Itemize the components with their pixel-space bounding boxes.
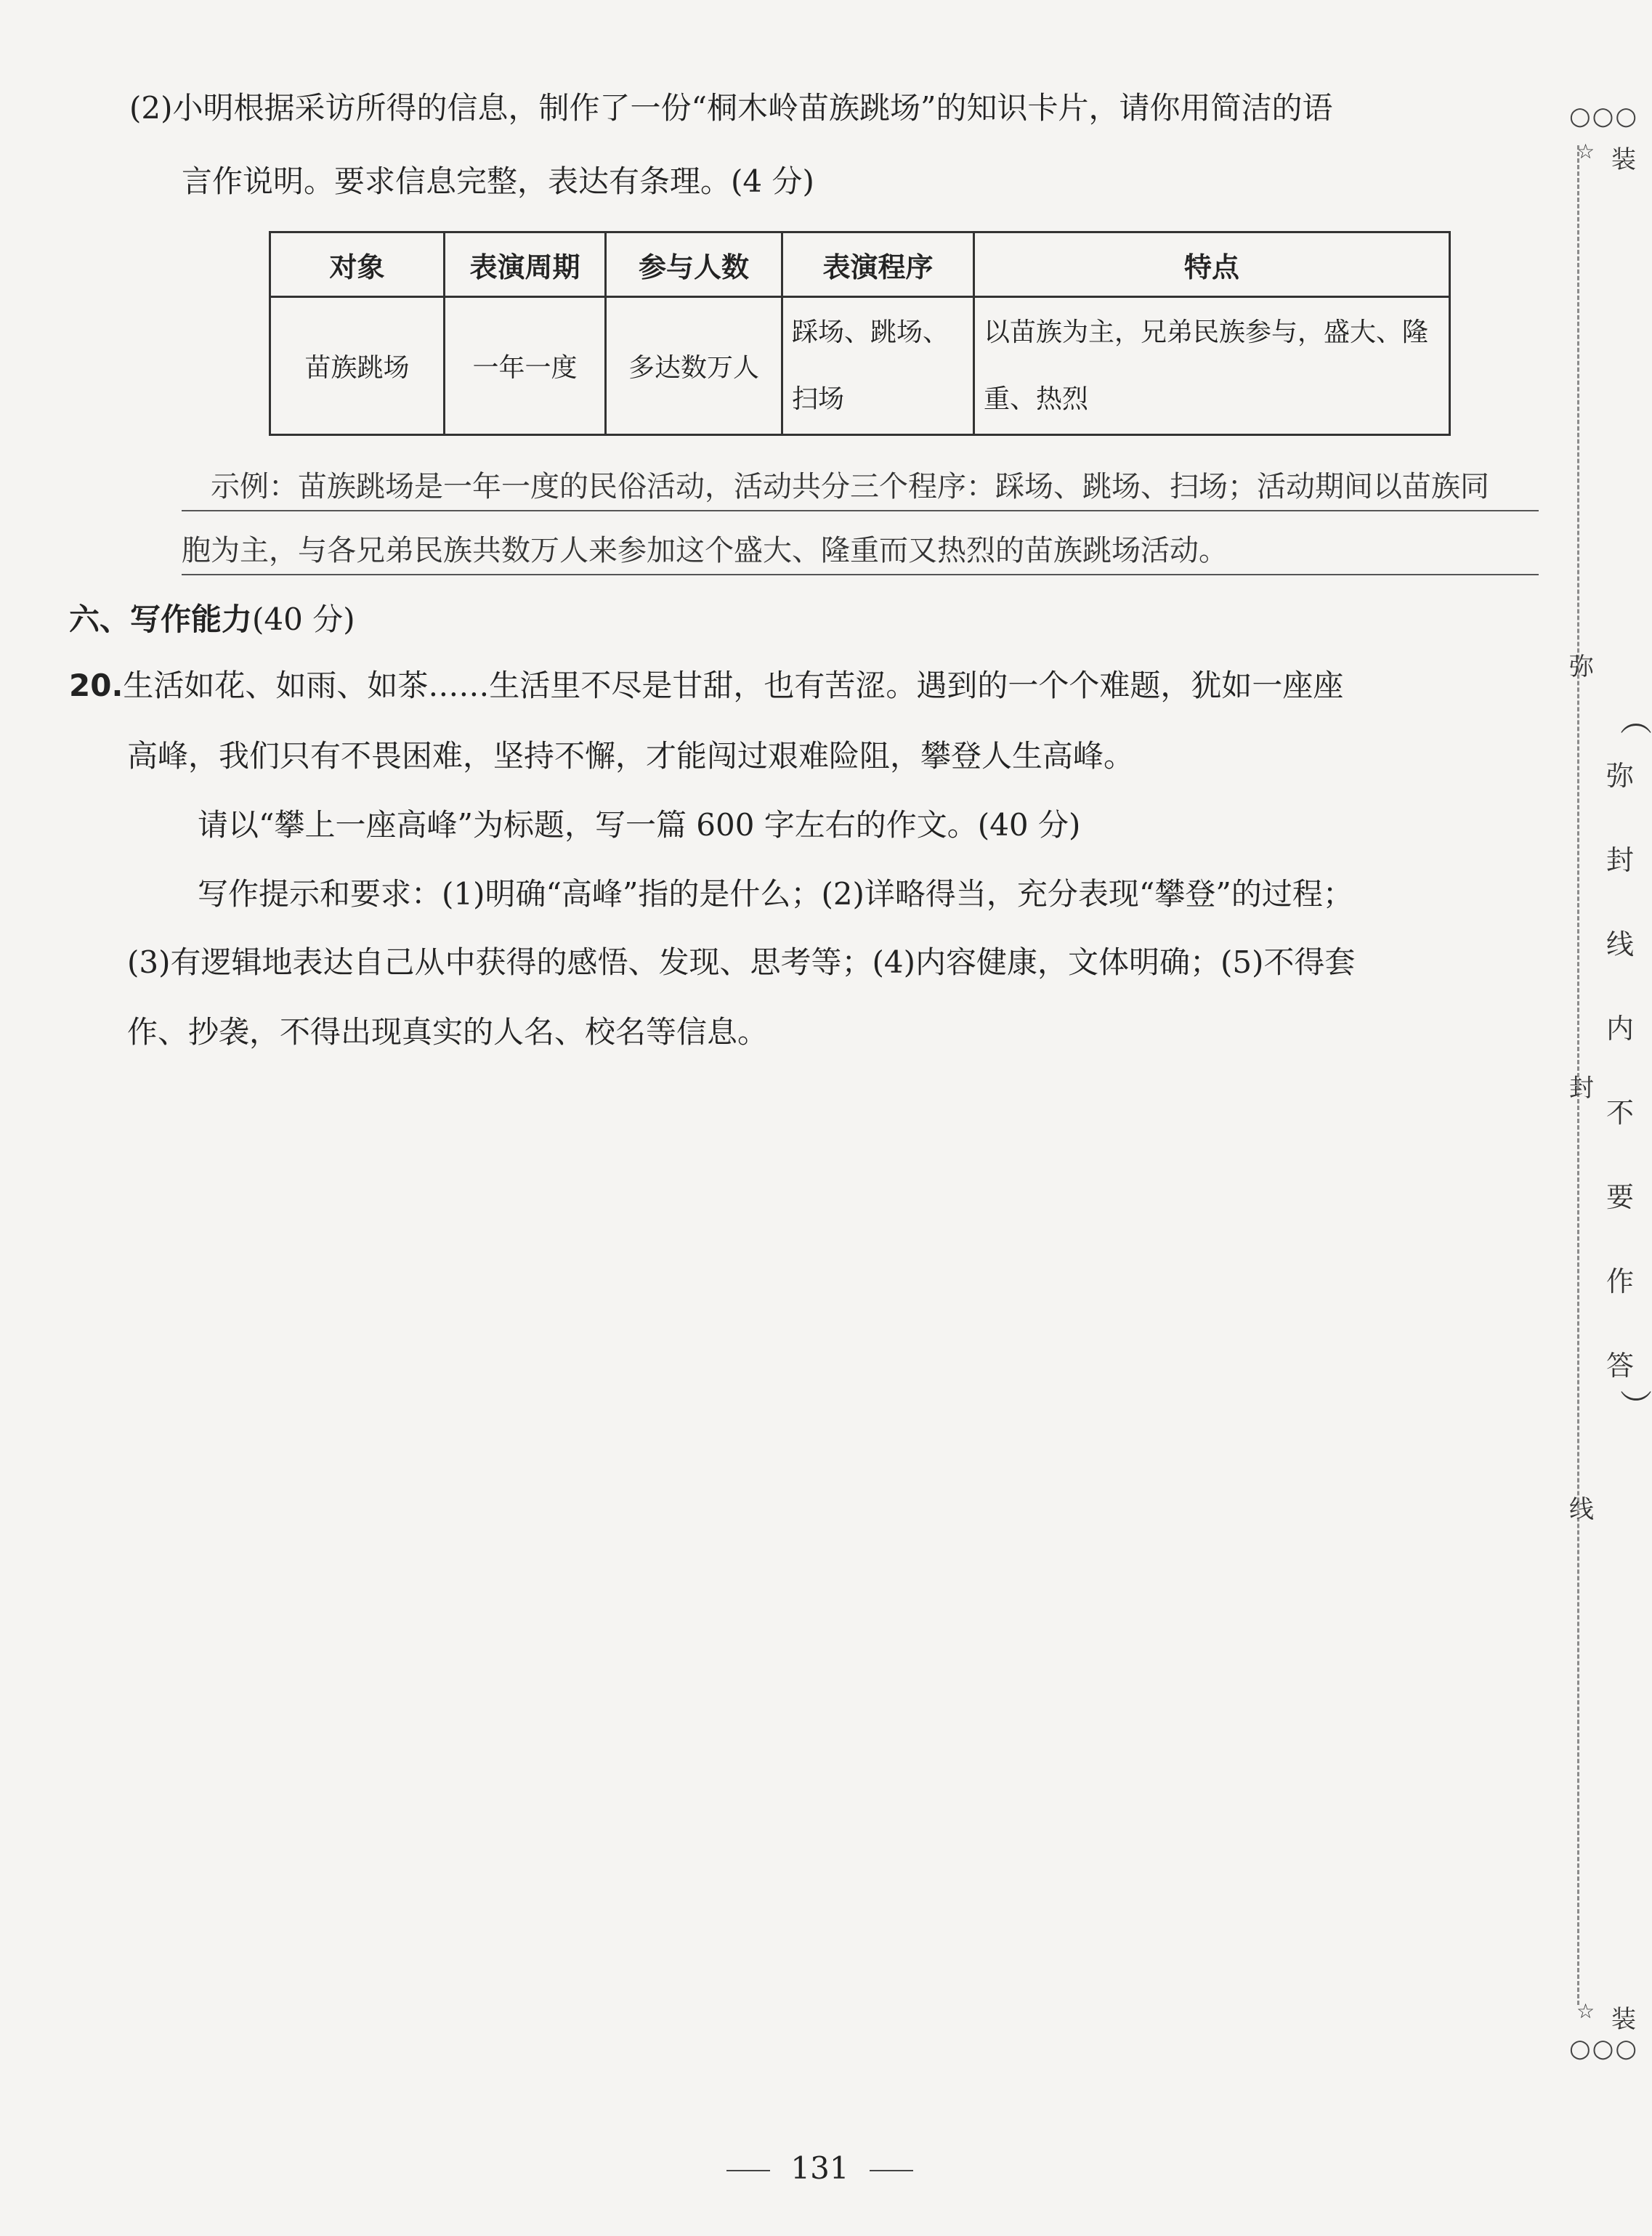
- section-6-heading: [69, 601, 355, 637]
- star-icon: ☆: [1576, 1999, 1595, 2023]
- knowledge-card-table: [269, 231, 1451, 436]
- page-number-footer: [0, 2150, 1640, 2186]
- table-cell: 一年一度: [445, 297, 606, 435]
- section-title: 六、写作能力: [69, 601, 253, 637]
- binding-circles-bottom: ○○○: [1569, 2034, 1639, 2063]
- binding-circles-top: ○○○: [1569, 102, 1639, 131]
- margin-bracket-note: 弥封线内不要作答: [1606, 760, 1634, 1382]
- answer-line1: 示例：苗族跳场是一年一度的民俗活动，活动共分三个程序：踩场、跳场、扫场；活动期间以苗族同: [211, 470, 1489, 503]
- page-number: 131: [790, 2150, 849, 2186]
- table-header-row: [270, 232, 1450, 297]
- question-2-line2: 言作说明。要求信息完整，表达有条理。(4 分): [182, 163, 814, 199]
- answer-line2: 胞为主，与各兄弟民族共数万人来参加这个盛大、隆重而又热烈的苗族跳场活动。: [182, 534, 1228, 567]
- table-header: 对象: [270, 232, 445, 297]
- margin-label-mi: 弥: [1569, 652, 1594, 681]
- section-score: (40 分): [252, 601, 355, 637]
- question-number: 20.: [69, 668, 124, 703]
- question-20-prompt: 请以“攀上一座高峰”为标题，写一篇 600 字左右的作文。(40 分): [198, 807, 1081, 843]
- question-20-requirements-line3: 作、抄袭，不得出现真实的人名、校名等信息。: [127, 1014, 769, 1050]
- table-cell: 以苗族为主，兄弟民族参与，盛大、隆重、热烈: [974, 297, 1450, 435]
- star-icon: ☆: [1576, 139, 1595, 163]
- margin-label-feng: 封: [1569, 1074, 1594, 1103]
- table-cell: 踩场、跳场、扫场: [782, 297, 974, 435]
- question-20-requirements-line1: 写作提示和要求：(1)明确“高峰”指的是什么；(2)详略得当，充分表现“攀登”的过程；: [198, 876, 1353, 912]
- table-cell: 苗族跳场: [270, 297, 445, 435]
- table-header: 表演程序: [782, 232, 974, 297]
- bracket-open: ︵: [1620, 702, 1652, 739]
- answer-underline: [182, 574, 1539, 575]
- table-row: [270, 297, 1450, 435]
- question-20-line1: [69, 668, 1344, 703]
- bracket-close: ︶: [1620, 1388, 1652, 1425]
- table-header: 表演周期: [445, 232, 606, 297]
- binding-mark-bottom: 装: [1611, 2005, 1636, 2034]
- table-cell: 多达数万人: [606, 297, 782, 435]
- binding-mark-top: 装: [1611, 145, 1636, 174]
- divider: [726, 2170, 770, 2171]
- answer-underline: [182, 510, 1539, 511]
- question-20-line2: 高峰，我们只有不畏困难，坚持不懈，才能闯过艰难险阻，攀登人生高峰。: [127, 738, 1135, 774]
- table-header: 参与人数: [606, 232, 782, 297]
- divider: [870, 2170, 913, 2171]
- question-2-line1: (2)小明根据采访所得的信息，制作了一份“桐木岭苗族跳场”的知识卡片，请你用简洁的语: [129, 90, 1333, 126]
- margin-label-xian: 线: [1569, 1495, 1594, 1524]
- question-20-requirements-line2: (3)有逻辑地表达自己从中获得的感悟、发现、思考等；(4)内容健康，文体明确；(5)不得套: [127, 944, 1356, 980]
- table-header: 特点: [974, 232, 1450, 297]
- question-20-text: 生活如花、如雨、如茶……生活里不尽是甘甜，也有苦涩。遇到的一个个难题，犹如一座座: [123, 668, 1344, 703]
